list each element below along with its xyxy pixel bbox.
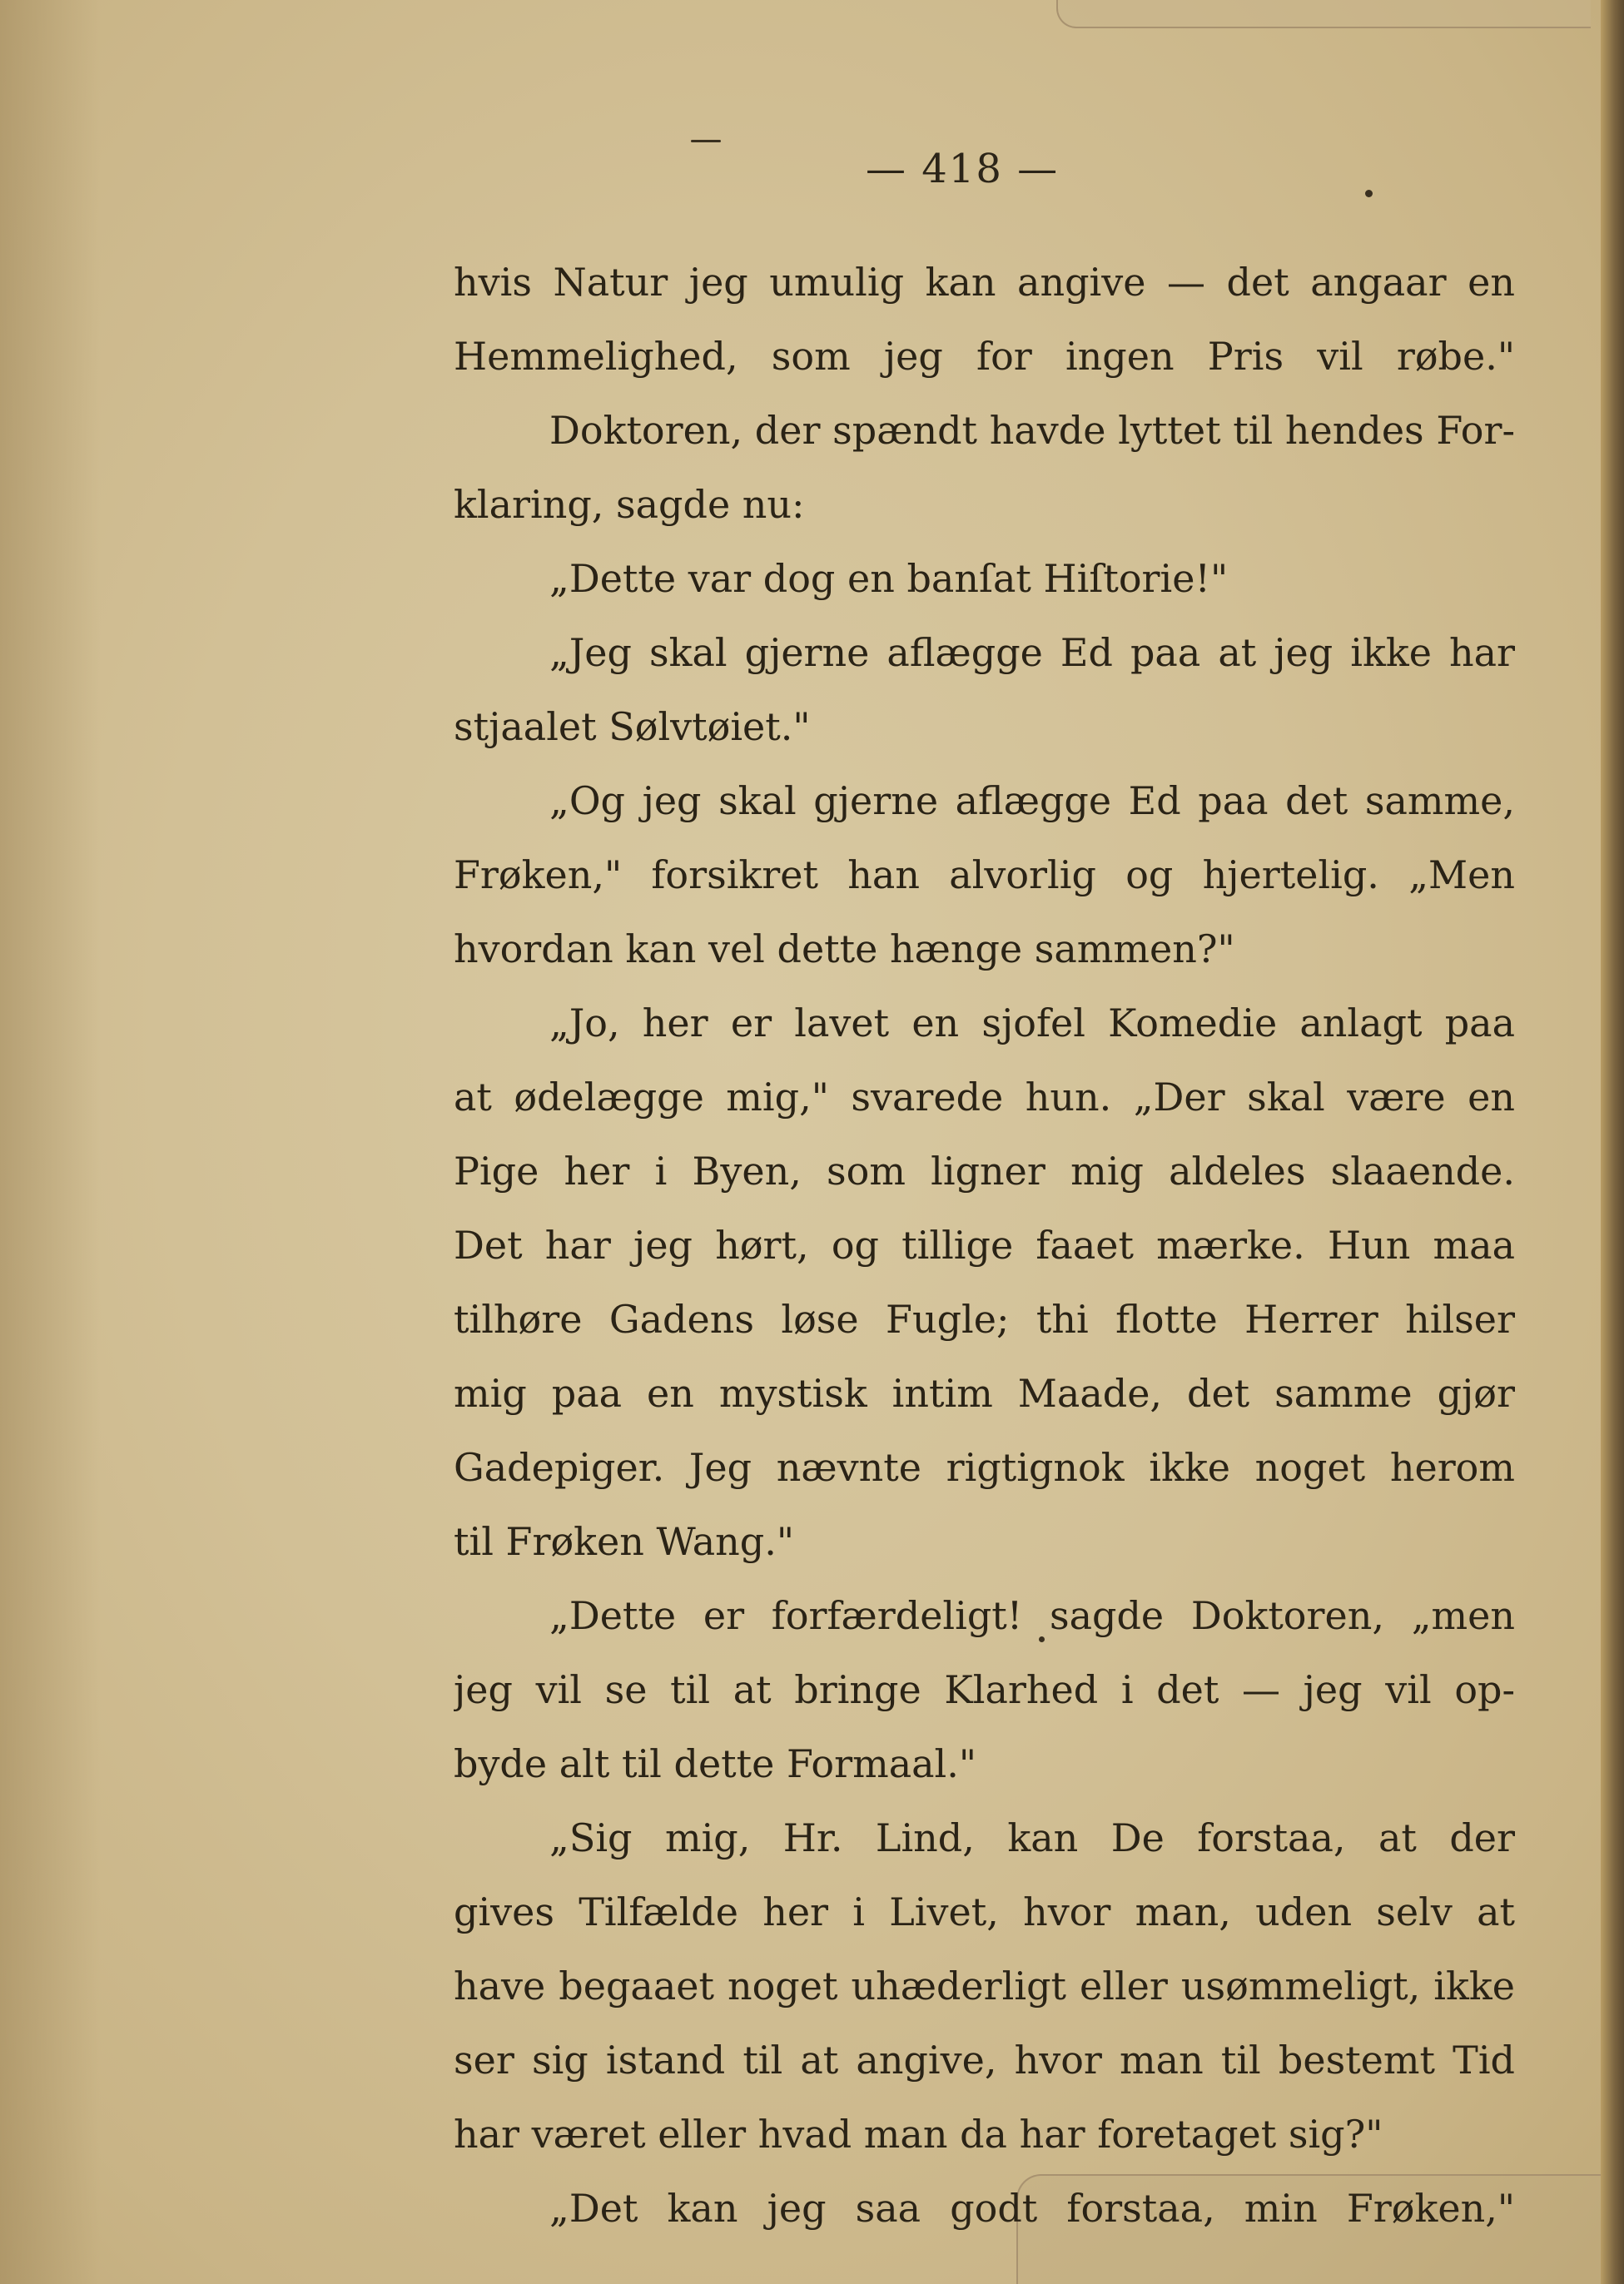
text-line: hvis Natur jeg umulig kan angive — det angaar en — [454, 260, 1515, 305]
page-number: — 418 — — [866, 146, 1060, 192]
ink-speck — [691, 140, 721, 142]
text-line: klaring, sagde nu: — [454, 482, 805, 527]
ink-speck — [1365, 190, 1373, 197]
text-line: stjaalet Sølvtøiet." — [454, 704, 811, 749]
text-line: Doktoren, der spændt havde lyttet til hendes For- — [549, 408, 1515, 453]
text-line: „Dette er forfærdeligt! sagde Doktoren, „men — [549, 1593, 1515, 1638]
page-edge — [1601, 0, 1624, 2284]
text-line: gives Tilfælde her i Livet, hvor man, uden selv at — [454, 1889, 1515, 1934]
text-line: byde alt til dette Formaal." — [454, 1741, 977, 1786]
text-line: Gadepiger. Jeg nævnte rigtignok ikke noget herom — [454, 1445, 1515, 1490]
text-line: Hemmelighed, som jeg for ingen Pris vil røbe." — [454, 334, 1515, 379]
text-line: jeg vil se til at bringe Klarhed i det — jeg vil op- — [454, 1667, 1515, 1712]
text-line: mig paa en mystisk intim Maade, det samme gjør — [454, 1371, 1515, 1416]
text-line: Det har jeg hørt, og tillige faaet mærke. Hun maa — [454, 1223, 1515, 1268]
text-line: „Sig mig, Hr. Lind, kan De forstaa, at der — [549, 1815, 1515, 1860]
text-line: hvordan kan vel dette hænge sammen?" — [454, 926, 1235, 971]
paper-fold-top — [1056, 0, 1591, 28]
text-line: „Dette var dog en banſat Hiſtorie!" — [549, 556, 1229, 601]
text-line: ser sig istand til at angive, hvor man til bestemt Tid — [454, 2038, 1515, 2083]
body-text — [454, 246, 1515, 2246]
text-line: „Det kan jeg saa godt forstaa, min Frøken," — [549, 2186, 1515, 2231]
text-line: at ødelægge mig," svarede hun. „Der skal være en — [454, 1075, 1515, 1120]
text-line: have begaaet noget uhæderligt eller usømmeligt, ikke — [454, 1964, 1515, 2008]
text-line: „Jo, her er lavet en sjofel Komedie anlagt paa — [549, 1000, 1515, 1045]
text-line: „Jeg skal gjerne aflægge Ed paa at jeg ikke har — [549, 630, 1515, 675]
text-line: „Og jeg skal gjerne aflægge Ed paa det samme, — [549, 778, 1515, 823]
text-line: tilhøre Gadens løse Fugle; thi flotte Herrer hilser — [454, 1297, 1515, 1342]
text-line: Frøken," forsikret han alvorlig og hjertelig. „Men — [454, 852, 1515, 897]
page-gutter-shadow — [0, 0, 100, 2284]
text-line: Pige her i Byen, som ligner mig aldeles slaaende. — [454, 1149, 1515, 1194]
text-line: til Frøken Wang." — [454, 1519, 795, 1564]
text-line: har været eller hvad man da har foretaget sig?" — [454, 2112, 1383, 2157]
